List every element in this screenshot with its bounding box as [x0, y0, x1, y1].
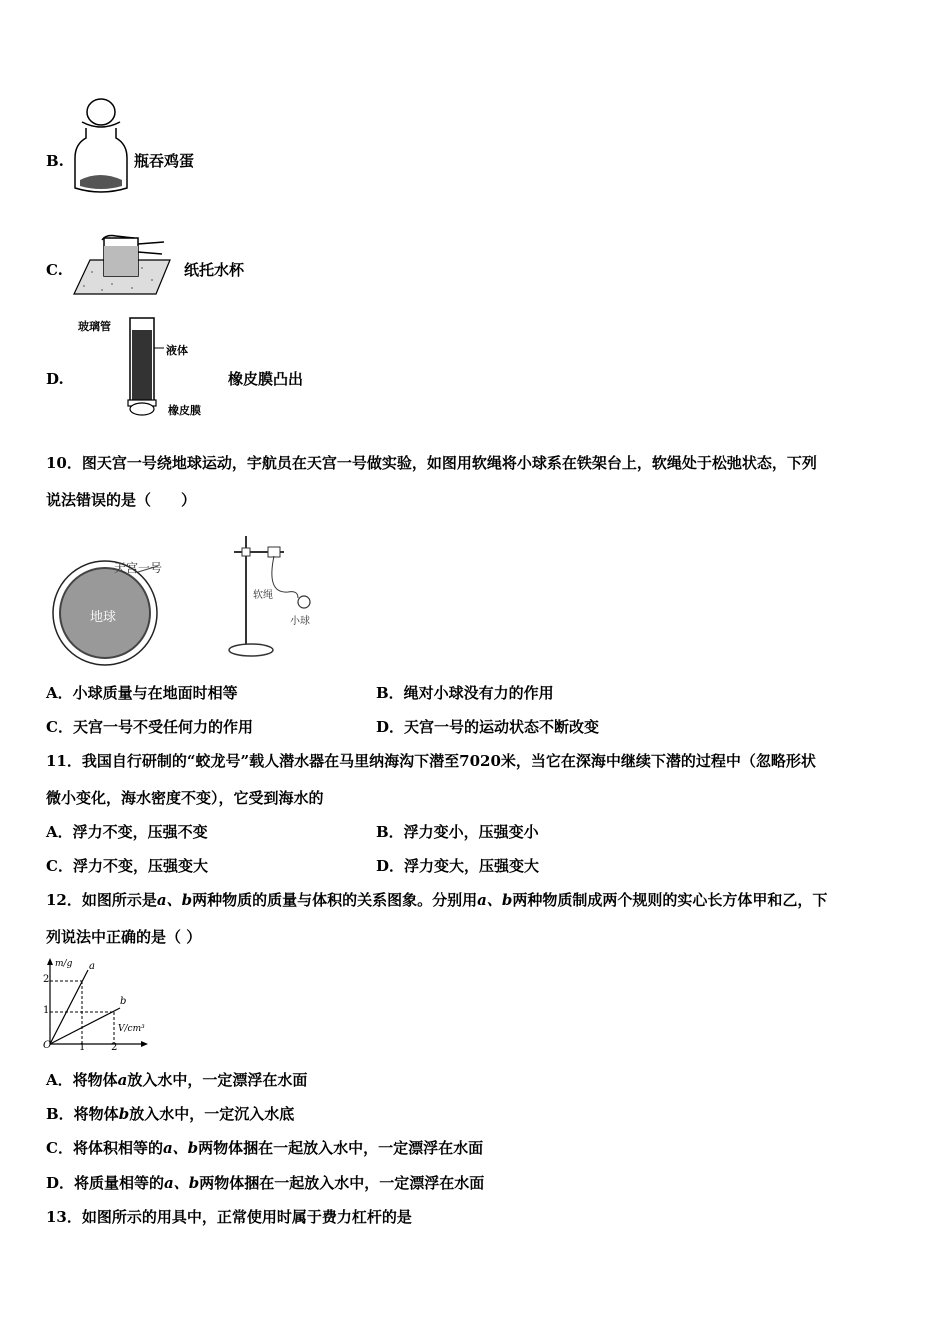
q12-stem-line2: 列说法中正确的是（ ）: [46, 928, 202, 946]
graph-xtick-2: 2: [111, 1042, 118, 1053]
mass-volume-graph: [40, 958, 150, 1054]
graph-xtick-1: 1: [79, 1042, 86, 1053]
line-b: [50, 1008, 120, 1044]
paper-cup-figure: [72, 232, 172, 296]
q11-stem-line1: 11．我国自行研制的“蛟龙号”载人潜水器在马里纳海沟下潜至7020米，当它在深海中继续下潜的过程中（忽略形状: [46, 752, 816, 770]
earth-label: 地球: [90, 610, 117, 625]
ball-label: 小球: [290, 616, 310, 627]
q11-stem-line2: 微小变化，海水密度不变），它受到海水的: [46, 789, 324, 807]
q10-stem-line2: 说法错误的是（ ）: [46, 491, 197, 509]
option-c-text: 纸托水杯: [184, 261, 245, 279]
option-c-letter: C.: [46, 261, 63, 279]
graph-line-b-label: b: [120, 996, 127, 1007]
q10-option-c: C．天宫一号不受任何力的作用: [46, 718, 253, 736]
graph-ytick-2: 2: [43, 974, 50, 985]
q10-option-b: B．绳对小球没有力的作用: [376, 684, 554, 702]
option-d-text: 橡皮膜凸出: [228, 370, 304, 388]
station-label: 天宫一号: [114, 561, 163, 575]
graph-line-a-label: a: [89, 961, 95, 972]
q11-option-d: D．浮力变大，压强变大: [376, 857, 540, 875]
q12-option-c: C．将体积相等的a、b两物体捆在一起放入水中，一定漂浮在水面: [46, 1139, 484, 1157]
graph-ytick-1: 1: [43, 1005, 50, 1016]
q11-option-a: A．浮力不变，压强不变: [46, 823, 208, 841]
q13-stem-line1: 13．如图所示的用具中，正常使用时属于费力杠杆的是: [46, 1208, 412, 1226]
graph-origin: O: [43, 1040, 52, 1051]
graph-ylabel: m/g: [55, 959, 73, 969]
option-d-letter: D.: [46, 370, 64, 388]
q11-option-b: B．浮力变小，压强变小: [376, 823, 539, 841]
option-b-letter: B.: [46, 152, 64, 170]
bottle-egg-figure: [70, 98, 132, 196]
q12-stem-line1: 12．如图所示是a、b两种物质的质量与体积的关系图象。分别用a、b两种物质制成两个规则的实心长方体甲和乙，下: [46, 891, 828, 909]
membrane-label: 橡皮膜: [168, 404, 201, 417]
q10-option-d: D．天宫一号的运动状态不断改变: [376, 718, 600, 736]
q12-option-b: B．将物体b放入水中，一定沉入水底: [46, 1105, 295, 1123]
q12-option-d: D．将质量相等的a、b两物体捆在一起放入水中，一定漂浮在水面: [46, 1174, 485, 1192]
graph-xlabel: V/cm³: [118, 1024, 145, 1034]
liquid-label: 液体: [166, 344, 188, 357]
rope-label: 软绳: [253, 590, 273, 601]
rubber-membrane-figure: [120, 316, 170, 420]
q10-option-a: A．小球质量与在地面时相等: [46, 684, 238, 702]
q12-option-a: A．将物体a放入水中，一定漂浮在水面: [46, 1071, 308, 1089]
option-b-text: 瓶吞鸡蛋: [134, 152, 195, 170]
q11-option-c: C．浮力不变，压强变大: [46, 857, 208, 875]
q10-stem-line1: 10．图天宫一号绕地球运动，宇航员在天宫一号做实验，如图用软绳将小球系在铁架台上，软绳处于松弛状态，下列: [46, 454, 817, 472]
glass-tube-label: 玻璃管: [78, 320, 111, 333]
